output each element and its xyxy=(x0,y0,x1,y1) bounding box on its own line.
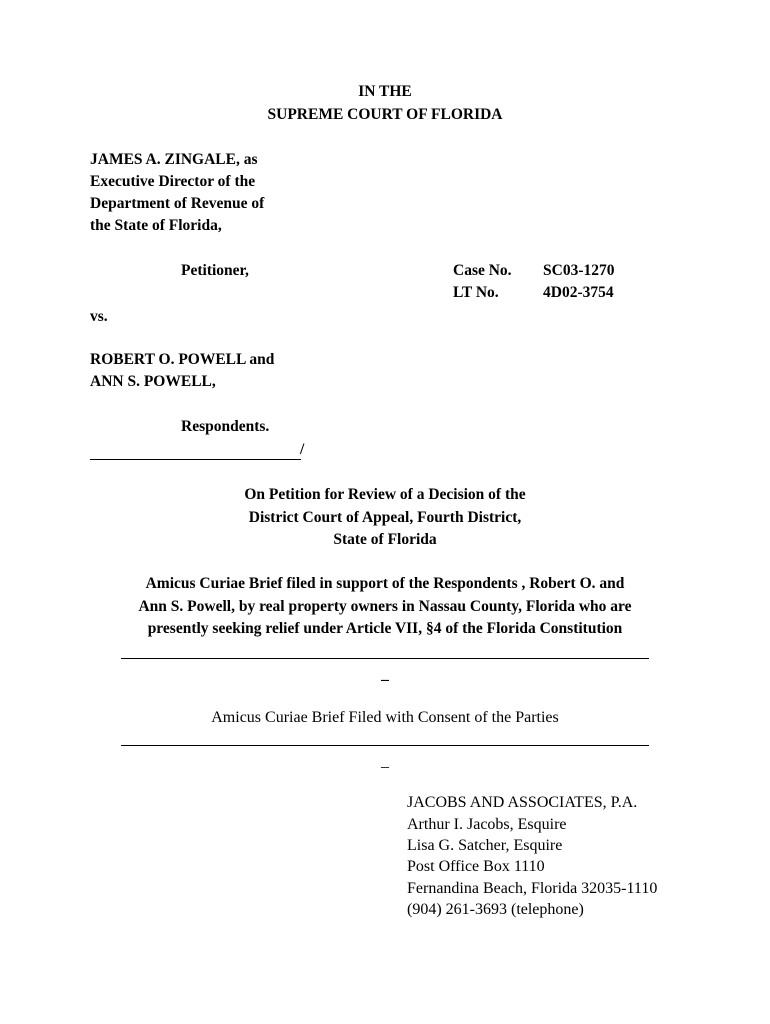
counsel-address: Post Office Box 1110 xyxy=(407,858,545,875)
brief-title-rule xyxy=(121,658,649,659)
lt-number-value: 4D02-3754 xyxy=(543,284,614,301)
counsel-city: Fernandina Beach, Florida 32035-1110 xyxy=(407,880,658,897)
respondent-role: Respondents. xyxy=(181,418,270,435)
brief-title-line: presently seeking relief under Article VII, §4 of the Florida Constitution xyxy=(147,620,623,637)
respondent-name-line: ROBERT O. POWELL and xyxy=(90,351,275,368)
consent-rule-tail: _ xyxy=(381,753,389,770)
versus-text: vs. xyxy=(90,308,108,325)
petitioner-role: Petitioner, xyxy=(181,262,249,279)
brief-title-rule-tail: _ xyxy=(381,666,389,683)
case-number-label: Case No. xyxy=(453,262,512,279)
petitioner-name-line: Department of Revenue of xyxy=(90,195,265,212)
brief-title-line: Amicus Curiae Brief filed in support of the Respondents , Robert O. and xyxy=(145,575,625,592)
counsel-attorney: Lisa G. Satcher, Esquire xyxy=(407,837,563,854)
counsel-phone: (904) 261-3693 (telephone) xyxy=(407,901,584,918)
court-heading-line1: IN THE xyxy=(358,83,412,100)
lt-number-label: LT No. xyxy=(453,284,499,301)
case-number-value: SC03-1270 xyxy=(543,262,615,279)
brief-title-line: Ann S. Powell, by real property owners in Nassau County, Florida who are xyxy=(138,598,632,615)
court-heading-line2: SUPREME COURT OF FLORIDA xyxy=(267,106,503,123)
consent-statement: Amicus Curiae Brief Filed with Consent of the Parties xyxy=(211,709,559,726)
respondent-name-line: ANN S. POWELL, xyxy=(90,373,216,390)
petition-line: On Petition for Review of a Decision of the xyxy=(244,486,526,503)
petitioner-name-line: Executive Director of the xyxy=(90,173,256,190)
petitioner-name-line: the State of Florida, xyxy=(90,217,222,234)
counsel-attorney: Arthur I. Jacobs, Esquire xyxy=(407,816,567,833)
caption-rule xyxy=(90,459,301,460)
counsel-firm: JACOBS AND ASSOCIATES, P.A. xyxy=(407,794,638,811)
petition-line: State of Florida xyxy=(333,531,437,548)
petitioner-name-line: JAMES A. ZINGALE, as xyxy=(90,151,258,168)
consent-rule xyxy=(121,745,649,746)
caption-rule-slash: / xyxy=(300,441,305,458)
petition-line: District Court of Appeal, Fourth District, xyxy=(248,509,522,526)
